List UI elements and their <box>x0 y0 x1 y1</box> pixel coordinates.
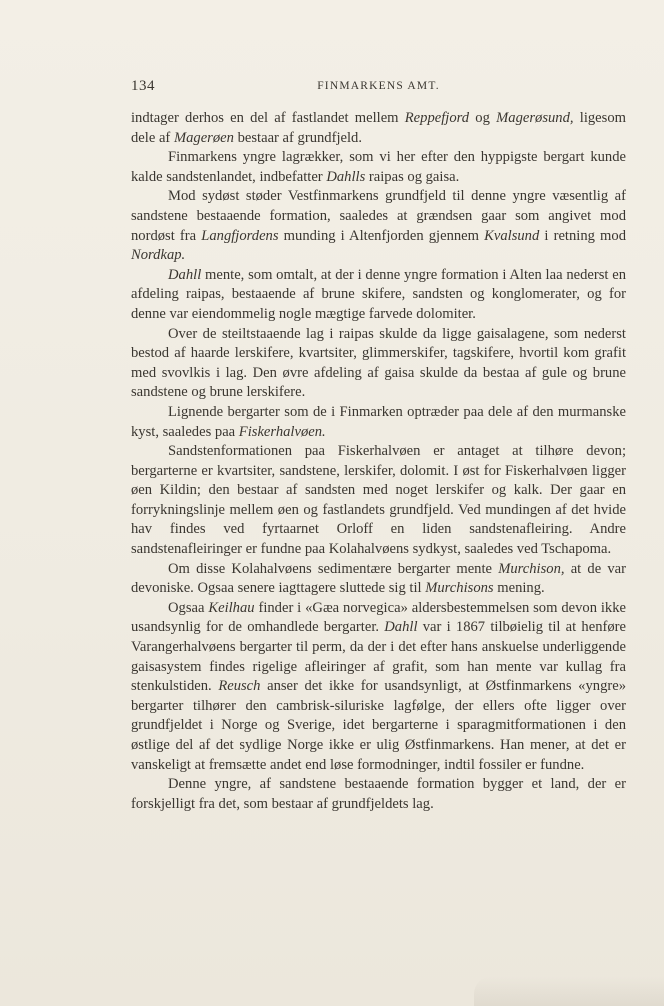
italic-text: Reppefjord <box>404 110 470 126</box>
paragraph <box>131 775 626 814</box>
paragraph <box>131 560 626 599</box>
text-run: var i 1867 tilbøielig til at henføre Varangerhalvøens bergarter til perm, da der i det efter hans anskuelse underliggende gaisasystem findes rigelige afleiringer af grafit, som han mente var kullag fra stenkulstiden. <box>131 619 626 695</box>
italic-text: Murchison, <box>498 560 565 577</box>
paragraph <box>131 266 626 325</box>
text-run: Denne yngre, af sandstene bestaaende formation bygger et land, der er forskjelligt fra det, som bestaar af grundfjeldets lag. <box>131 776 626 812</box>
text-run: Lignende bergarter som de i Finmarken optræder paa dele af den murmanske kyst, saaledes paa <box>131 403 626 440</box>
italic-text: Dahll <box>168 266 202 283</box>
text-run: mening. <box>493 580 545 597</box>
italic-text: Murchisons <box>425 580 494 597</box>
italic-text: Magerøen <box>173 129 234 146</box>
text-run: Finmarkens yngre lagrækker, som vi her efter den hyppigste bergart kunde kalde sandstenlandet, indbefatter <box>131 149 626 185</box>
italic-text: Dahlls <box>326 168 366 185</box>
text-run: munding i Altenfjorden gjennem <box>278 227 485 244</box>
paragraph <box>131 109 626 148</box>
text-run: finder i «Gæa norvegica» aldersbestemmelsen som devon ikke usandsynlig for de omhandlede bergarter. <box>131 599 627 636</box>
running-head: FINMARKENS AMT. <box>317 80 440 92</box>
text-run: ligesom dele af <box>131 110 626 146</box>
text-run: indtager derhos en del af fastlandet mellem <box>131 110 405 126</box>
page-edge-shadow <box>474 976 664 1006</box>
paragraph <box>131 148 626 187</box>
text-run: anser det ikke for usandsynligt, at Østfinmarkens «yngre» bergarter tilhører den cambrisk-siluriske lagfølge, der ellers ofte ligger over grundfjeldet i Norge og Sverige, idet bergarterne i sparagmitformationen i den østlige del af det sydlige Norge ikke er ulig Østfinmarkens. Han mener, at det er vanskeligt at fremsætte andet end løse formodninger, indtil fossiler er fundne. <box>131 678 626 773</box>
text-run: og <box>469 110 497 126</box>
italic-text: Keilhau <box>208 599 255 616</box>
page-header <box>131 78 626 98</box>
text-run: bestaar af grundfjeld. <box>233 129 362 146</box>
paragraph <box>131 325 626 403</box>
paragraph <box>131 187 626 265</box>
text-run: mente, som omtalt, at der i denne yngre formation i Alten laa nederst en afdeling raipas, bestaaende af brune skifere, sandsten og konglomerater, og for denne var eiendommelig nogle mægtige farvede dolomiter. <box>131 266 626 322</box>
text-run: Ogsaa <box>168 599 209 616</box>
italic-text: Magerøsund, <box>496 110 574 126</box>
body-text <box>131 109 626 814</box>
paragraph <box>131 442 626 560</box>
italic-text: Dahll <box>384 619 418 636</box>
text-run: Om disse Kolahalvøens sedimentære bergarter mente <box>168 560 499 577</box>
italic-text: Fiskerhalvøen. <box>238 423 326 440</box>
italic-text: Nordkap. <box>131 247 186 264</box>
paragraph <box>131 403 626 442</box>
text-run: Mod sydøst støder Vestfinmarkens grundfjeld til denne yngre væsentlig af sandstene bestaaende formation, saaledes at grændsen gaar som angivet mod nordøst fra <box>131 188 626 244</box>
text-run: Over de steiltstaaende lag i raipas skulde da ligge gaisalagene, som nederst bestod af haarde lerskifere, kvartsiter, glimmerskifer, tagskifere, hvortil kom grafit med svovlkis i lag. Den øvre afdeling af gaisa skulde da bestaa af gule og brune sandstene og brune lerskifere. <box>131 325 626 401</box>
paragraph <box>131 599 626 775</box>
italic-text: Langfjordens <box>201 227 279 244</box>
italic-text: Reusch <box>218 678 261 695</box>
text-run: at de var devoniske. Ogsaa senere iagttagere sluttede sig til <box>131 560 626 597</box>
italic-text: Kvalsund <box>484 227 540 244</box>
page-number: 134 <box>131 78 155 94</box>
text-run: i retning mod <box>539 227 626 244</box>
text-run: Sandstenformationen paa Fiskerhalvøen er antaget at tilhøre devon; bergarterne er kvartsiter, sandstene, lerskifer, dolomit. I øst for Fiskerhalvøen ligger øen Kildin; den bestaar af sandsten med noget lerskifer og kalk. Der gaar en forrykningslinje mellem øen og fastlandets grundfjeld. Ved mundingen af det hvide hav findes ved fyrtaarnet Orloff en liden sandstenafleiring. Andre sandstenafleiringer er fundne paa Kolahalvøens sydkyst, saaledes ved Tschapoma. <box>131 443 626 558</box>
text-run: raipas og gaisa. <box>365 168 460 185</box>
